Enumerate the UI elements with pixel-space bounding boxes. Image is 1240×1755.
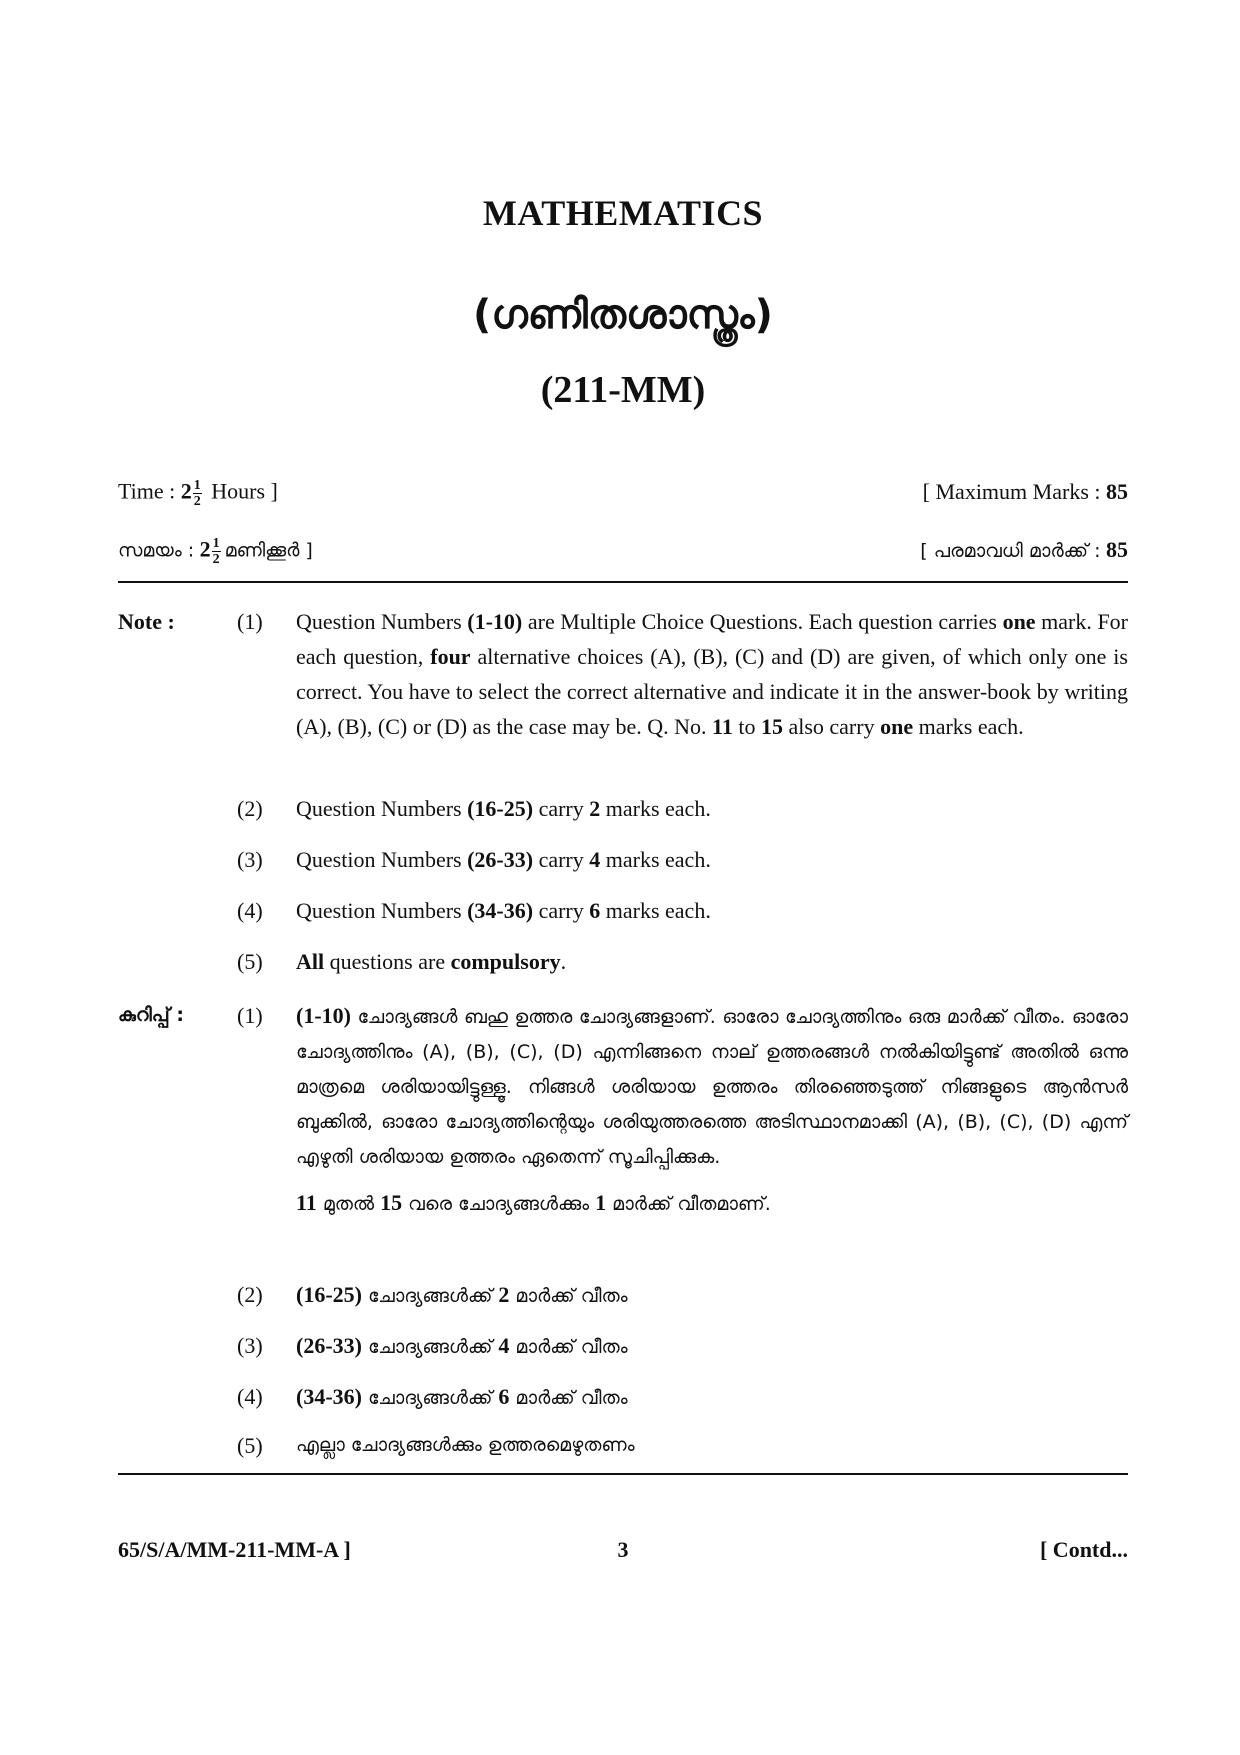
text-run: ചോദ്യങ്ങൾക്ക് [361, 1336, 499, 1358]
note-item-ml-4 [118, 1379, 1128, 1416]
time-whole-malayalam: 2 [199, 536, 211, 562]
text-run: ചോദ്യങ്ങൾ ബഹു ഉത്തര ചോദ്യങ്ങളാണ്. ഓരോ ചോദ്യത്തിനും ഒരു മാർക്ക് വീതം. ഓരോ ചോദ്യത്തിനും (A), (B), (C), (D) എന്നിങ്ങനെ നാല് ഉത്തരങ്ങൾ നൽകിയിട്ടുണ്ട് അതിൽ ഒന്നു മാത്രമെ ശരിയായിട്ടുള്ളൂ. നിങ്ങൾ ശരിയായ ഉത്തരം തിരഞ്ഞെടുത്ത് നിങ്ങളുടെ ആൻസർ ബുക്കിൽ, ഓരോ ചോദ്യത്തിന്റെയും ശരിയുത്തരത്തെ അടിസ്ഥാനമാക്കി (A), (B), (C), (D) എന്ന് എഴുതി ശരിയായ ഉത്തരം ഏതെന്ന് സൂചിപ്പിക്കുക. [296, 1006, 1128, 1168]
text-run: carry [533, 898, 590, 923]
time-whole: 2 [180, 478, 192, 504]
note-number: (1) [237, 1003, 263, 1028]
exam-page [118, 0, 1128, 1755]
top-divider [118, 581, 1128, 583]
text-run: are Multiple Choice Questions. Each question carries [522, 609, 1003, 634]
note-item-ml-3 [118, 1328, 1128, 1365]
note-item-5 [118, 944, 1128, 979]
subject-code: (211-MM) [540, 369, 706, 411]
text-run: Question Numbers [296, 609, 468, 634]
text-run: compulsory [450, 949, 561, 974]
paper-code: 65/S/A/MM-211-MM-A ] [118, 1537, 351, 1562]
note-label-malayalam: കുറിപ്പ് : [118, 1004, 184, 1026]
time-marks-row-malayalam [118, 536, 1128, 567]
note-text-malayalam-extra [296, 1185, 1128, 1222]
time-marks-row [118, 478, 1128, 509]
text-run: ചോദ്യങ്ങൾക്ക് [361, 1285, 499, 1307]
text-run: 2 [589, 796, 601, 821]
note-item-ml-1 [118, 998, 1128, 1222]
note-text [296, 893, 1128, 928]
text-run: 6 [498, 1384, 510, 1409]
text-run: marks each. [600, 847, 711, 872]
continued-marker: [ Contd... [1039, 1537, 1128, 1562]
maximum-marks-malayalam [920, 537, 1128, 563]
max-marks-label-malayalam: [ പരമാവധി മാർക്ക് : [920, 539, 1101, 562]
text-run: Question Numbers [296, 796, 468, 821]
page-title-malayalam: (ഗണിതശാസ്ത്രം) [473, 292, 773, 338]
page-number: 3 [617, 1537, 629, 1562]
maximum-marks [923, 479, 1128, 505]
note-item-ml-2 [118, 1277, 1128, 1314]
note-number: (2) [237, 1282, 263, 1307]
text-run: 4 [589, 847, 601, 872]
text-run: to [732, 714, 761, 739]
text-run: ചോദ്യങ്ങൾക്ക് [361, 1387, 499, 1409]
note-number: (4) [237, 898, 263, 923]
text-run: carry [533, 847, 590, 872]
text-run: alternative choices (A), (B), (C) and (D) are given, of which only one is correct. You have to select the correct alternative and indicate it in the answer-book by writing (A), (B), (C) or (D) as the case may be. Q. No. [296, 644, 1128, 739]
text-run: 4 [498, 1333, 510, 1358]
time-fraction-numerator: 1 [193, 478, 201, 493]
note-text-malayalam [296, 1379, 1128, 1416]
time-fraction-numerator: 1 [212, 536, 220, 551]
note-text-malayalam [296, 1328, 1128, 1365]
text-run: 2 [498, 1282, 510, 1307]
note-text-malayalam [296, 1277, 1128, 1314]
note-item-2 [118, 791, 1128, 826]
text-run: 11 [296, 1190, 317, 1215]
note-item-ml-5 [118, 1428, 1128, 1463]
text-run: മാർക്ക് വീതം [509, 1387, 628, 1409]
text-run: marks each. [600, 796, 711, 821]
text-run: 1 [595, 1190, 607, 1215]
text-run: മുതൽ [316, 1193, 381, 1215]
text-run: 11 [712, 714, 733, 739]
text-run: four [430, 644, 471, 669]
note-item-3 [118, 842, 1128, 877]
time-label: Time : [118, 478, 176, 504]
max-marks-label: [ Maximum Marks : [922, 478, 1101, 504]
text-run: മാർക്ക് വീതമാണ്. [606, 1193, 771, 1215]
note-text [296, 842, 1128, 877]
time-allowed-malayalam [118, 536, 313, 567]
text-run: എല്ലാ ചോദ്യങ്ങൾക്കും ഉത്തരമെഴുതണം [296, 1434, 635, 1456]
text-run: വരെ ചോദ്യങ്ങൾക്കും [402, 1193, 596, 1215]
time-fraction-denominator: 2 [212, 552, 220, 567]
text-run: (1-10) [296, 1003, 351, 1028]
text-run: . [560, 949, 567, 974]
text-run: Question Numbers [296, 898, 468, 923]
note-number: (5) [237, 949, 263, 974]
max-marks-value: 85 [1106, 478, 1128, 504]
note-text [296, 944, 1128, 979]
text-run: 6 [589, 898, 601, 923]
text-run: 15 [380, 1190, 403, 1215]
time-label-malayalam: സമയം : [118, 539, 195, 562]
note-number: (4) [237, 1384, 263, 1409]
text-run: (16-25) [467, 796, 534, 821]
text-run: one [1002, 609, 1036, 634]
time-fraction [193, 478, 202, 509]
text-run: (26-33) [296, 1333, 362, 1358]
text-run: (34-36) [296, 1384, 362, 1409]
note-text [296, 791, 1128, 826]
note-text [296, 604, 1128, 744]
text-run: mark. For each question, [296, 609, 1129, 669]
text-run: 15 [760, 714, 783, 739]
text-run: (34-36) [467, 898, 534, 923]
time-unit-malayalam: മണിക്കൂർ ] [224, 539, 313, 562]
note-item-1 [118, 604, 1128, 744]
text-run: (26-33) [467, 847, 534, 872]
text-run: All [296, 949, 325, 974]
text-run: (16-25) [296, 1282, 362, 1307]
note-text-malayalam [296, 998, 1128, 1175]
time-fraction-denominator: 2 [193, 494, 201, 509]
text-run: carry [533, 796, 590, 821]
note-number: (3) [237, 847, 263, 872]
note-number: (3) [237, 1333, 263, 1358]
time-fraction-malayalam [212, 536, 221, 567]
text-run: മാർക്ക് വീതം [509, 1336, 628, 1358]
text-run: Question Numbers [296, 847, 468, 872]
max-marks-value-malayalam: 85 [1106, 536, 1128, 562]
note-label: Note : [118, 609, 175, 634]
text-run: marks each. [600, 898, 711, 923]
time-allowed [118, 478, 278, 509]
text-run: (1-10) [467, 609, 523, 634]
bottom-divider [118, 1473, 1128, 1475]
note-number: (1) [237, 609, 263, 634]
note-number: (5) [237, 1433, 263, 1458]
text-run: one [880, 714, 914, 739]
text-run: questions are [324, 949, 451, 974]
text-run: മാർക്ക് വീതം [509, 1285, 628, 1307]
text-run: also carry [782, 714, 881, 739]
note-text-malayalam [296, 1428, 1128, 1463]
note-item-4 [118, 893, 1128, 928]
text-run: marks each. [913, 714, 1024, 739]
time-unit: Hours ] [211, 478, 278, 504]
page-title: MATHEMATICS [482, 193, 764, 233]
note-number: (2) [237, 796, 263, 821]
